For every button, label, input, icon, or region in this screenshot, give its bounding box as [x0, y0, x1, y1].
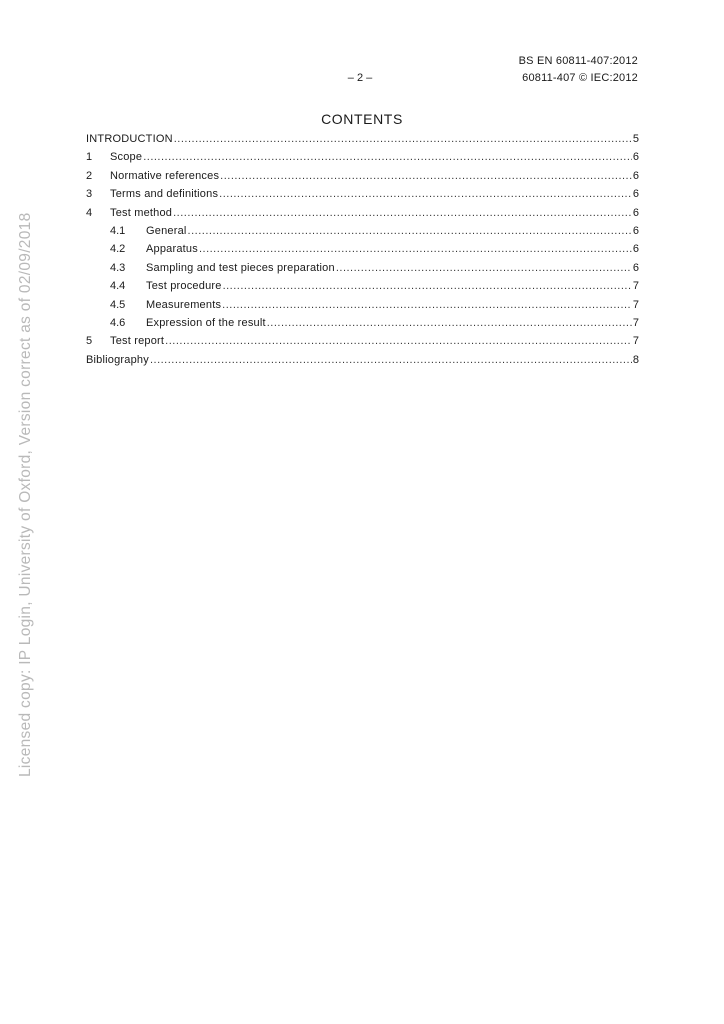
toc-entry-number: 4.5 [110, 298, 126, 311]
toc-entry-title: Normative references [110, 169, 220, 182]
toc-entry-introduction[interactable] [86, 133, 639, 151]
toc-entry-expression-of-the-result[interactable] [86, 317, 639, 335]
toc-entry-test-method[interactable] [86, 207, 639, 225]
toc-entry-title: Scope [110, 151, 143, 164]
toc-entry-number: 4 [86, 206, 93, 219]
toc-leader-dots [336, 262, 632, 274]
toc-leader-dots [188, 225, 632, 237]
toc-entry-number: 4.3 [110, 261, 126, 274]
toc-entry-page: 6 [632, 169, 639, 182]
toc-entry-general[interactable] [86, 225, 639, 243]
toc-entry-title: Expression of the result [146, 316, 266, 329]
toc-entry-title: Sampling and test pieces preparation [146, 261, 335, 274]
toc-entry-title: General [146, 224, 187, 237]
toc-entry-page: 7 [632, 298, 639, 311]
page-number: – 2 – [347, 72, 373, 84]
toc-entry-page: 6 [632, 206, 639, 219]
toc-entry-terms-and-definitions[interactable] [86, 188, 639, 206]
toc-entry-title: Test method [110, 206, 173, 219]
toc-entry-page: 8 [632, 353, 639, 366]
toc-leader-dots [223, 280, 632, 292]
toc-entry-title: Test report [110, 335, 165, 348]
toc-entry-title: INTRODUCTION [86, 133, 173, 145]
contents-heading: CONTENTS [321, 111, 403, 127]
toc-entry-bibliography[interactable] [86, 354, 639, 372]
toc-leader-dots [150, 354, 632, 366]
toc-entry-title: Terms and definitions [110, 188, 219, 201]
toc-entry-title: Bibliography [86, 353, 149, 366]
toc-entry-page: 6 [632, 243, 639, 256]
toc-entry-page: 7 [632, 316, 639, 329]
toc-entry-title: Measurements [146, 298, 222, 311]
edition-copyright: 60811-407 © IEC:2012 [522, 72, 638, 84]
toc-entry-page: 7 [632, 280, 639, 293]
license-watermark: Licensed copy: IP Login, University of Oxford, Version correct as of 02/09/2018 [17, 212, 34, 777]
toc-leader-dots [174, 133, 632, 145]
toc-entry-number: 4.2 [110, 243, 126, 256]
toc-entry-page: 7 [632, 335, 639, 348]
toc-entry-test-procedure[interactable] [86, 280, 639, 298]
toc-entry-page: 6 [632, 188, 639, 201]
toc-entry-number: 1 [86, 151, 93, 164]
toc-entry-title: Apparatus [146, 243, 198, 256]
toc-entry-scope[interactable] [86, 151, 639, 169]
toc-entry-apparatus[interactable] [86, 243, 639, 261]
standard-number: BS EN 60811-407:2012 [518, 55, 638, 67]
toc-entry-number: 3 [86, 188, 93, 201]
toc-leader-dots [220, 170, 632, 182]
toc-entry-page: 6 [632, 224, 639, 237]
toc-entry-sampling-and-test-pieces-preparation[interactable] [86, 262, 639, 280]
toc-entry-number: 4.6 [110, 316, 126, 329]
toc-entry-test-report[interactable] [86, 335, 639, 353]
toc-entry-page: 5 [632, 133, 639, 145]
toc-entry-number: 4.4 [110, 280, 126, 293]
toc-entry-title: Test procedure [146, 280, 222, 293]
toc-entry-measurements[interactable] [86, 299, 639, 317]
toc-leader-dots [267, 317, 632, 329]
toc-entry-number: 5 [86, 335, 93, 348]
toc-leader-dots [165, 335, 632, 347]
toc-entry-normative-references[interactable] [86, 170, 639, 188]
table-of-contents [86, 133, 639, 372]
toc-entry-page: 6 [632, 151, 639, 164]
toc-entry-number: 4.1 [110, 224, 126, 237]
toc-leader-dots [173, 207, 632, 219]
toc-entry-page: 6 [632, 261, 639, 274]
toc-leader-dots [199, 243, 632, 255]
toc-leader-dots [143, 151, 632, 163]
toc-leader-dots [219, 188, 632, 200]
toc-entry-number: 2 [86, 169, 93, 182]
toc-leader-dots [222, 299, 632, 311]
